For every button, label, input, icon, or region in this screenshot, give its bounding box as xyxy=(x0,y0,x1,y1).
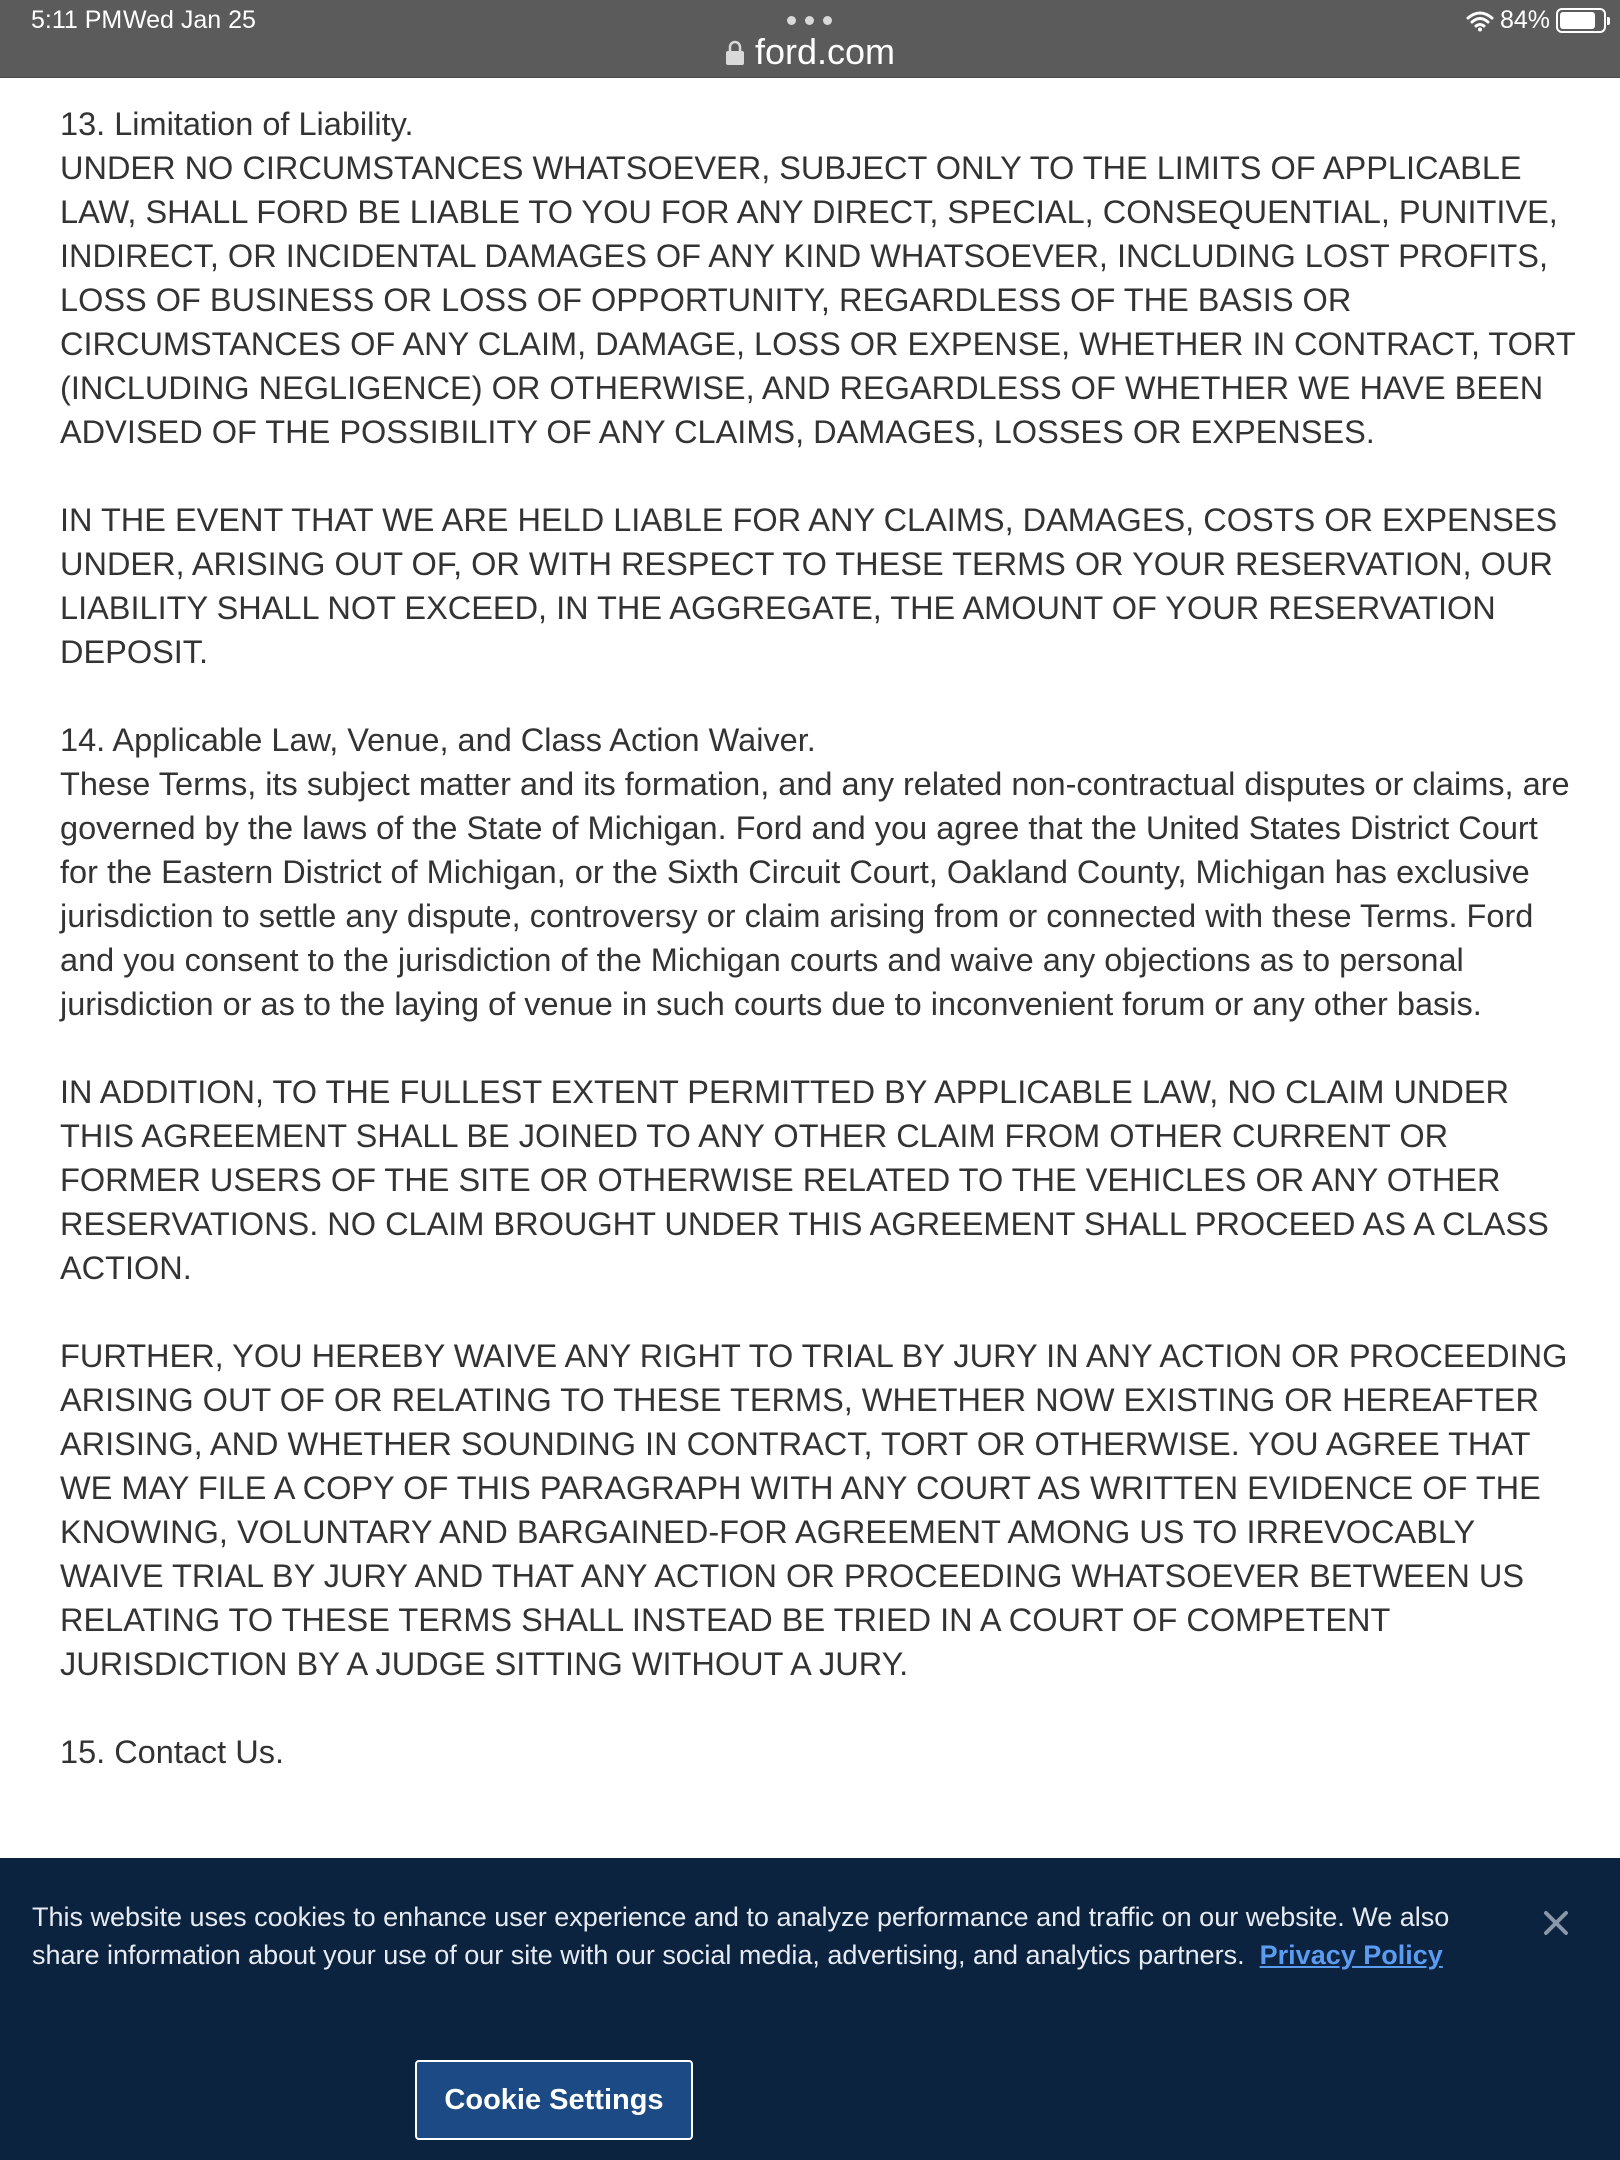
battery-percent: 84% xyxy=(1499,6,1550,34)
status-bar xyxy=(0,0,1620,78)
section-14-title: 14. Applicable Law, Venue, and Class Action Waiver. xyxy=(60,722,816,758)
section-13-paragraph-2: IN THE EVENT THAT WE ARE HELD LIABLE FOR ANY CLAIMS, DAMAGES, COSTS OR EXPENSES UNDER, ARISING OUT OF, OR WITH RESPECT TO THESE TERMS OR YOUR RESERVATION, OUR LIABILITY SHALL NOT EXCEED, IN THE AGGREGATE, THE AMOUNT OF YOUR RESERVATION DEPOSIT. xyxy=(60,502,1558,670)
privacy-policy-link[interactable]: Privacy Policy xyxy=(1259,1940,1443,1970)
lock-icon xyxy=(725,33,745,59)
more-dots-icon[interactable] xyxy=(787,16,833,28)
battery-icon xyxy=(1556,8,1606,33)
wifi-icon xyxy=(1466,10,1494,32)
section-13-title: 13. Limitation of Liability. xyxy=(60,106,414,142)
url-text: ford.com xyxy=(754,31,896,72)
status-date: Wed Jan 25 xyxy=(123,6,256,34)
close-icon[interactable] xyxy=(1540,1907,1572,1939)
status-right xyxy=(1466,6,1606,35)
section-14-paragraph-2: IN ADDITION, TO THE FULLEST EXTENT PERMITTED BY APPLICABLE LAW, NO CLAIM UNDER THIS AGREEMENT SHALL BE JOINED TO ANY OTHER CLAIM FROM OTHER CURRENT OR FORMER USERS OF THE SITE OR OTHERWISE RELATED TO THE VEHICLES OR ANY OTHER RESERVATIONS. NO CLAIM BROUGHT UNDER THIS AGREEMENT SHALL PROCEED AS A CLASS ACTION. xyxy=(60,1074,1549,1286)
section-15-title: 15. Contact Us. xyxy=(60,1734,284,1770)
cookie-banner xyxy=(0,1858,1620,2160)
terms-content xyxy=(60,102,1580,1774)
status-time: 5:11 PM xyxy=(31,6,123,34)
cookie-settings-button[interactable]: Cookie Settings xyxy=(415,2060,693,2140)
cookie-message-text: This website uses cookies to enhance user experience and to analyze performance and traffic on our website. We also share information about your use of our site with our social media, advertising, and analytics partners. xyxy=(32,1902,1450,1970)
section-14-paragraph-3: FURTHER, YOU HEREBY WAIVE ANY RIGHT TO TRIAL BY JURY IN ANY ACTION OR PROCEEDING ARISING OUT OF OR RELATING TO THESE TERMS, WHETHER NOW EXISTING OR HEREAFTER ARISING, AND WHETHER SOUNDING IN CONTRACT, TORT OR OTHERWISE. YOU AGREE THAT WE MAY FILE A COPY OF THIS PARAGRAPH WITH ANY COURT AS WRITTEN EVIDENCE OF THE KNOWING, VOLUNTARY AND BARGAINED-FOR AGREEMENT AMONG US TO IRREVOCABLY WAIVE TRIAL BY JURY AND THAT ANY ACTION OR PROCEEDING WHATSOEVER BETWEEN US RELATING TO THESE TERMS SHALL INSTEAD BE TRIED IN A COURT OF COMPETENT JURISDICTION BY A JUDGE SITTING WITHOUT A JURY. xyxy=(60,1338,1568,1682)
cookie-message xyxy=(32,1898,1512,1974)
address-bar[interactable] xyxy=(0,31,1620,73)
section-13-paragraph-1: UNDER NO CIRCUMSTANCES WHATSOEVER, SUBJECT ONLY TO THE LIMITS OF APPLICABLE LAW, SHALL FORD BE LIABLE TO YOU FOR ANY DIRECT, SPECIAL, CONSEQUENTIAL, PUNITIVE, INDIRECT, OR INCIDENTAL DAMAGES OF ANY KIND WHATSOEVER, INCLUDING LOST PROFITS, LOSS OF BUSINESS OR LOSS OF OPPORTUNITY, REGARDLESS OF THE BASIS OR CIRCUMSTANCES OF ANY CLAIM, DAMAGE, LOSS OR EXPENSE, WHETHER IN CONTRACT, TORT (INCLUDING NEGLIGENCE) OR OTHERWISE, AND REGARDLESS OF WHETHER WE HAVE BEEN ADVISED OF THE POSSIBILITY OF ANY CLAIMS, DAMAGES, LOSSES OR EXPENSES. xyxy=(60,150,1576,450)
section-14-paragraph-1: These Terms, its subject matter and its formation, and any related non-contractual disputes or claims, are governed by the laws of the State of Michigan. Ford and you agree that the United States District Court for the Eastern District of Michigan, or the Sixth Circuit Court, Oakland County, Michigan has exclusive jurisdiction to settle any dispute, controversy or claim arising from or connected with these Terms. Ford and you consent to the jurisdiction of the Michigan courts and waive any objections as to personal jurisdiction or as to the laying of venue in such courts due to inconvenient forum or any other basis. xyxy=(60,766,1570,1022)
